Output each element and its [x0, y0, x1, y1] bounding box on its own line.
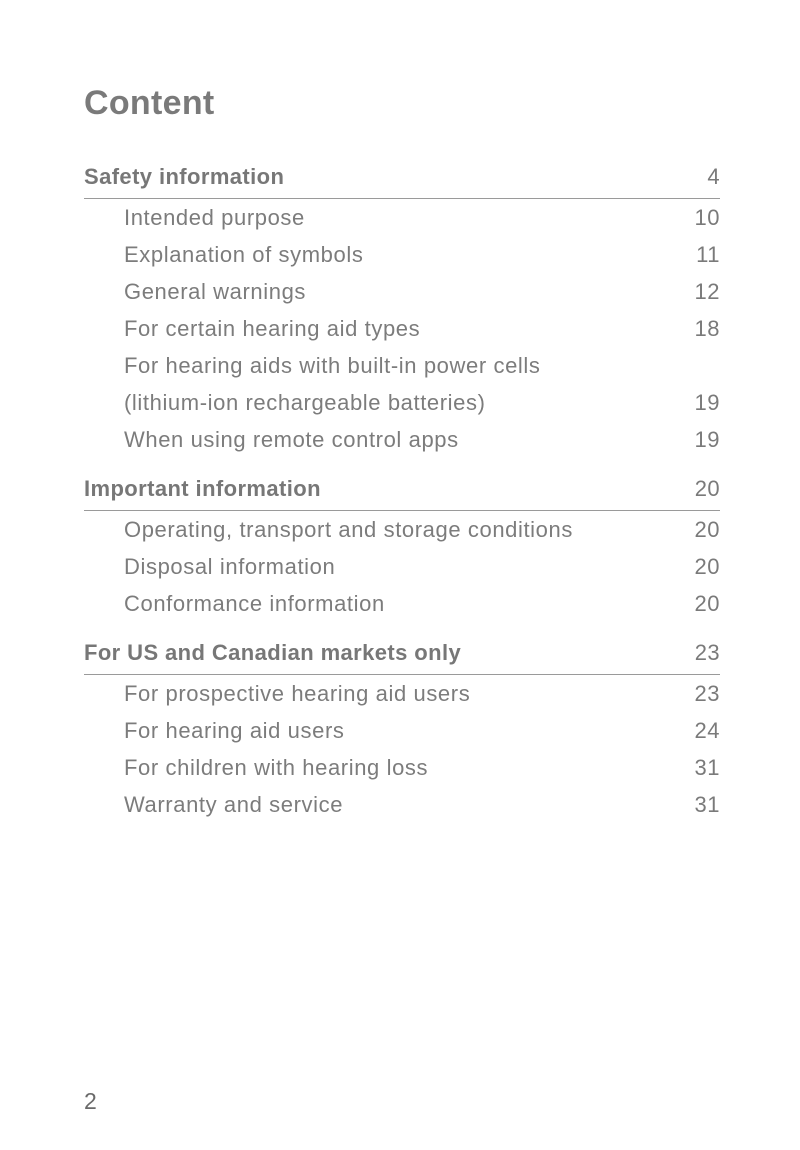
toc-entry-label: Conformance information: [124, 591, 385, 616]
toc-entry-page: 12: [694, 279, 720, 304]
toc-entry-page: 20: [694, 591, 720, 616]
toc-entry-label: Operating, transport and storage conditions: [124, 517, 573, 542]
toc-entry-page: 11: [696, 242, 720, 267]
section-page-number: 4: [707, 164, 720, 189]
table-of-contents: [84, 164, 720, 841]
toc-section-us-canadian-markets: [84, 640, 720, 823]
toc-entry-label: Explanation of symbols: [124, 242, 364, 267]
toc-entry[interactable]: [84, 199, 720, 236]
toc-entry-page: 31: [694, 755, 720, 780]
section-heading-label: For US and Canadian markets only: [84, 640, 462, 665]
toc-entry[interactable]: [84, 273, 720, 310]
toc-entry-label: General warnings: [124, 279, 307, 304]
toc-entry-label: When using remote control apps: [124, 427, 459, 452]
toc-entry-page: 24: [694, 718, 720, 743]
toc-entry[interactable]: [84, 712, 720, 749]
section-heading-label: Important information: [84, 476, 321, 501]
toc-entry-page: 31: [694, 792, 720, 817]
toc-entry[interactable]: [84, 675, 720, 712]
toc-entry-label: Disposal information: [124, 554, 336, 579]
toc-entry-label: For children with hearing loss: [124, 755, 429, 780]
toc-entry[interactable]: [84, 236, 720, 273]
toc-entry-label: For hearing aid users: [124, 718, 345, 743]
toc-entry-page: 19: [694, 427, 720, 452]
section-heading[interactable]: [84, 640, 720, 675]
section-heading[interactable]: [84, 476, 720, 511]
toc-entry[interactable]: [84, 786, 720, 823]
toc-entry-page: 20: [694, 517, 720, 542]
toc-entry-label: For certain hearing aid types: [124, 316, 421, 341]
toc-entry[interactable]: [84, 310, 720, 347]
section-heading[interactable]: [84, 164, 720, 199]
section-page-number: 20: [694, 476, 720, 501]
toc-entry-page: 19: [694, 390, 720, 415]
toc-entry-label: Intended purpose: [124, 205, 305, 230]
toc-entry[interactable]: [84, 511, 720, 548]
toc-entry-page: 10: [694, 205, 720, 230]
toc-entry-page: 23: [694, 681, 720, 706]
toc-section-important-information: [84, 476, 720, 622]
toc-entry[interactable]: [84, 585, 720, 622]
toc-entry[interactable]: [84, 548, 720, 585]
toc-entry-label: For prospective hearing aid users: [124, 681, 471, 706]
toc-section-safety-information: [84, 164, 720, 458]
toc-entry[interactable]: [84, 347, 720, 421]
toc-entry[interactable]: [84, 421, 720, 458]
toc-entry-label: Warranty and service: [124, 792, 344, 817]
toc-entry[interactable]: [84, 749, 720, 786]
page-number: 2: [84, 1088, 97, 1114]
toc-entry-label: For hearing aids with built-in power cells (lithium-ion rechargeable batteries): [124, 353, 541, 415]
toc-entry-page: 18: [694, 316, 720, 341]
toc-entry-page: 20: [694, 554, 720, 579]
section-page-number: 23: [694, 640, 720, 665]
section-heading-label: Safety information: [84, 164, 285, 189]
page-title: Content: [84, 84, 215, 122]
